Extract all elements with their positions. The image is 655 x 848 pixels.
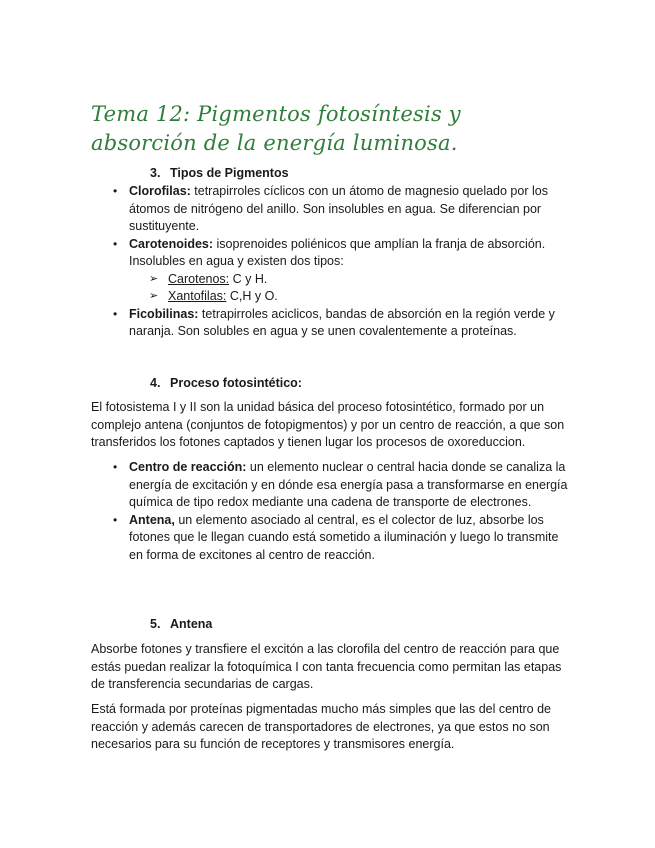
item-term: Centro de reacción: — [129, 460, 247, 474]
bullet-icon: • — [113, 236, 118, 251]
list-item — [91, 306, 571, 341]
section-title: Proceso fotosintético: — [170, 376, 302, 390]
pigment-types-list — [91, 183, 571, 341]
item-text: tetrapirroles aciclicos, bandas de absorción en la región verde y naranja. Son solubles en agua y se unen covalentemente a proteínas. — [129, 306, 555, 338]
item-text: un elemento nuclear o central hacia donde se canaliza la energía de excitación y en dónde esa energía pasa a transformarse en energía química de tipo redox mediante una cadena de transporte de electrones. — [129, 460, 568, 509]
item-term: Carotenoides: — [129, 236, 214, 251]
section-number: 3. — [150, 166, 161, 180]
bullet-icon: • — [113, 306, 118, 321]
list-item — [91, 459, 571, 512]
section-4-heading — [150, 375, 302, 392]
sub-list-item — [91, 288, 571, 306]
item-text: un elemento asociado al central, es el colector de luz, absorbe los fotones que le llegan cuando está sometido a iluminación y luego lo transmite en forma de excitones al centro de reacción. — [129, 512, 559, 562]
section-5-paragraph-1: Absorbe fotones y transfiere el excitón a las clorofila del centro de reacción para que estás puedan realizar la fotoquímica I con tanta frecuencia como permitan las etapas de transferencia secundarias de cargas. — [91, 642, 562, 691]
item-term: Ficobilinas: — [129, 306, 199, 321]
sub-list-item — [91, 271, 571, 289]
arrow-bullet-icon: ➢ — [149, 272, 159, 285]
arrow-bullet-icon: ➢ — [149, 290, 159, 302]
list-item — [91, 236, 571, 271]
item-text: tetrapirroles cíclicos con un átomo de magnesio quelado por los átomos de nitrógeno del anillo. Son insolubles en agua. Se diferencian por sustituyente. — [129, 184, 548, 233]
item-text: isoprenoides poliénicos que amplían la franja de absorción. Insolubles en agua y existen dos tipos: — [129, 236, 546, 268]
section-4-intro: El fotosistema I y II son la unidad básica del proceso fotosintético, formado por un complejo antena (conjuntos de fotopigmentos) y por un centro de reacción, a que son transferidos los fotones captados y tienen lugar los procesos de oxoreduccion. — [91, 400, 565, 449]
page-title: Tema 12: Pigmentos fotosíntesis y absorción de la energía luminosa. — [91, 102, 461, 155]
bullet-icon: • — [113, 460, 118, 474]
section-number: 4. — [150, 376, 161, 390]
section-5-heading — [150, 616, 212, 633]
section-3-heading — [150, 165, 289, 182]
section-5-paragraph-2: Está formada por proteínas pigmentadas mucho más simples que las del centro de reacción y además carecen de transportadores de electrones, ya que estos no son necesarios para su función de receptores y transmisores energía. — [91, 702, 551, 751]
item-text: C,H y O. — [226, 289, 278, 303]
item-term: Clorofilas: — [129, 184, 191, 198]
section-number: 5. — [150, 617, 161, 631]
list-item — [91, 183, 571, 236]
bullet-icon: • — [113, 184, 118, 198]
section-title: Tipos de Pigmentos — [170, 166, 289, 180]
item-term: Carotenos: — [168, 271, 230, 286]
list-item — [91, 512, 571, 565]
item-text: C y H. — [229, 271, 268, 286]
item-term: Antena, — [129, 512, 175, 527]
item-term: Xantofilas: — [168, 289, 227, 303]
bullet-icon: • — [113, 512, 118, 527]
process-list — [91, 459, 571, 564]
section-title: Antena — [170, 617, 213, 631]
